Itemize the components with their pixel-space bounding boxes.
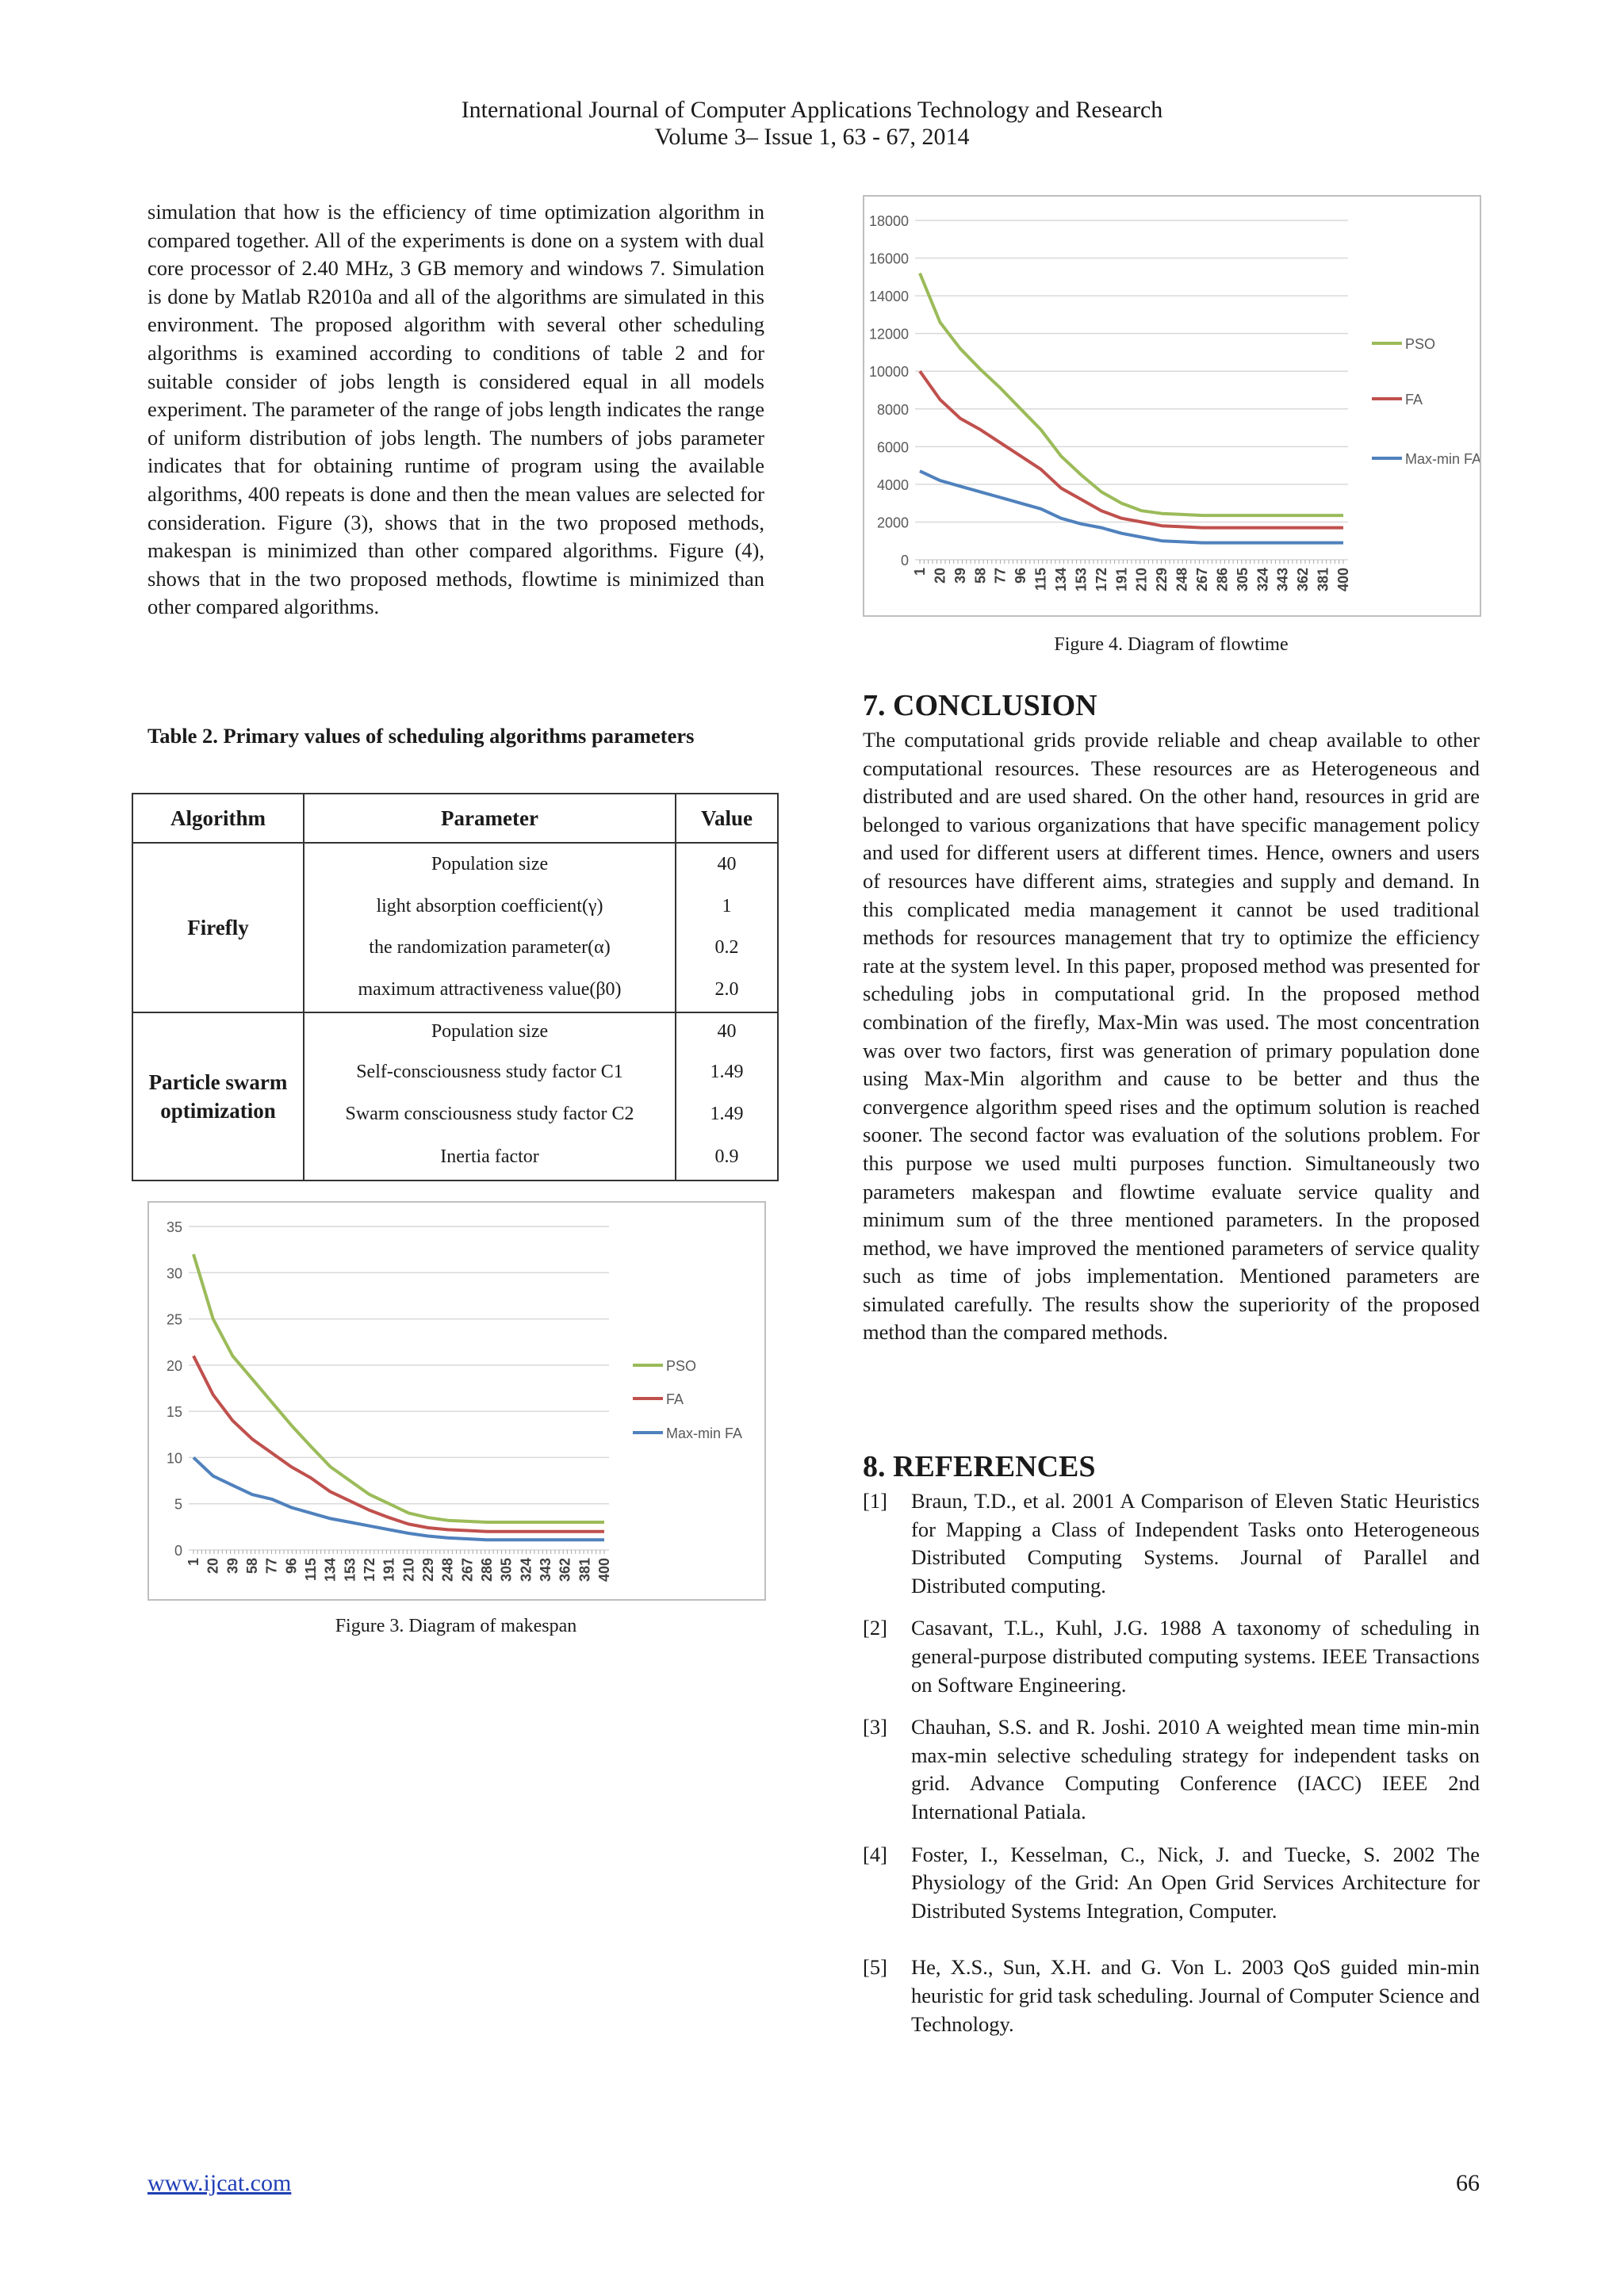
reference-text: Braun, T.D., et al. 2001 A Comparison of Eleven Static Heuristics for Mapping a Class of Independent Tasks onto Heterogeneous Distributed Computing Systems. Journal of Parallel and Distributed computing. bbox=[911, 1489, 1480, 1598]
reference-text: Casavant, T.L., Kuhl, J.G. 1988 A taxonomy of scheduling in general-purpose distributed computing systems. IEEE Transactions on Software Engineering. bbox=[911, 1616, 1480, 1697]
references-heading: 8. REFERENCES bbox=[863, 1450, 1096, 1483]
table2-parameter: Self-consciousness study factor C1 bbox=[304, 1050, 676, 1093]
reference-number: [4] bbox=[863, 1842, 887, 1866]
x-tick-label: 400 bbox=[596, 1558, 612, 1582]
reference-item bbox=[863, 1487, 1480, 1600]
x-tick-label: 1 bbox=[912, 568, 928, 576]
y-tick-label: 18000 bbox=[868, 213, 909, 229]
figure3-caption: Figure 3. Diagram of makespan bbox=[335, 1616, 577, 1636]
legend-label: PSO bbox=[1405, 336, 1436, 352]
x-tick-label: 229 bbox=[1154, 568, 1170, 592]
x-tick-label: 58 bbox=[972, 568, 989, 584]
table-row bbox=[132, 1012, 778, 1050]
x-tick-label: 343 bbox=[538, 1558, 553, 1582]
y-tick-label: 35 bbox=[166, 1219, 182, 1235]
legend-label: FA bbox=[666, 1391, 684, 1407]
figure4-chart bbox=[863, 195, 1481, 617]
references-list bbox=[863, 1487, 1480, 2038]
table2-value: 0.2 bbox=[676, 927, 778, 968]
table2-parameter: Population size bbox=[304, 843, 676, 886]
x-tick-label: 191 bbox=[1113, 568, 1130, 592]
reference-number: [1] bbox=[863, 1489, 887, 1513]
table2-header-value: Value bbox=[676, 794, 778, 843]
x-tick-label: 153 bbox=[1073, 568, 1090, 592]
makespan-chart-svg bbox=[149, 1203, 764, 1599]
x-tick-label: 362 bbox=[557, 1558, 573, 1582]
legend-label: Max-min FA bbox=[1405, 451, 1480, 467]
reference-item bbox=[863, 1841, 1480, 1926]
reference-item bbox=[863, 1954, 1480, 2038]
reference-text: He, X.S., Sun, X.H. and G. Von L. 2003 QoS guided min-min heuristic for grid task scheduling. Journal of Computer Science and Technology. bbox=[911, 1955, 1480, 2036]
conclusion-heading: 7. CONCLUSION bbox=[863, 689, 1097, 722]
x-tick-label: 248 bbox=[439, 1558, 456, 1582]
table2-value: 1.49 bbox=[676, 1093, 778, 1135]
x-tick-label: 96 bbox=[283, 1558, 300, 1575]
x-tick-label: 20 bbox=[932, 568, 948, 584]
y-tick-label: 4000 bbox=[876, 476, 909, 493]
x-tick-label: 381 bbox=[576, 1558, 593, 1582]
series-line-max-min-fa bbox=[193, 1457, 604, 1540]
table2-header-parameter: Parameter bbox=[304, 794, 676, 843]
reference-text: Chauhan, S.S. and R. Joshi. 2010 A weighted mean time min-min max-min selective scheduling strategy for independent tasks on grid. Advance Computing Conference (IACC) IEEE 2nd International Patiala. bbox=[911, 1715, 1480, 1823]
x-tick-label: 267 bbox=[459, 1558, 476, 1582]
figure4-caption: Figure 4. Diagram of flowtime bbox=[1054, 634, 1289, 655]
reference-text: Foster, I., Kesselman, C., Nick, J. and Tuecke, S. 2002 The Physiology of the Grid: An Open Grid Services Architecture for Distributed Systems Integration, Computer. bbox=[911, 1842, 1480, 1923]
flowtime-chart-svg bbox=[864, 197, 1480, 615]
x-tick-label: 134 bbox=[322, 1558, 339, 1582]
x-tick-label: 191 bbox=[381, 1558, 397, 1582]
x-tick-label: 20 bbox=[205, 1558, 221, 1575]
legend-label: Max-min FA bbox=[666, 1425, 743, 1441]
y-tick-label: 8000 bbox=[876, 401, 909, 418]
reference-item bbox=[863, 1713, 1480, 1826]
x-tick-label: 343 bbox=[1274, 568, 1291, 592]
x-tick-label: 77 bbox=[992, 568, 1009, 584]
journal-title: International Journal of Computer Applications Technology and Research bbox=[461, 97, 1163, 123]
y-tick-label: 16000 bbox=[868, 251, 909, 267]
x-tick-label: 286 bbox=[1214, 568, 1231, 592]
series-line-fa bbox=[920, 371, 1343, 527]
x-tick-label: 362 bbox=[1295, 568, 1312, 592]
y-tick-label: 25 bbox=[166, 1311, 182, 1328]
x-tick-label: 39 bbox=[952, 568, 968, 584]
figure3-chart bbox=[147, 1201, 766, 1601]
x-tick-label: 400 bbox=[1335, 568, 1351, 592]
y-tick-label: 15 bbox=[166, 1404, 182, 1421]
reference-item bbox=[863, 1614, 1480, 1699]
x-tick-label: 324 bbox=[1254, 568, 1271, 592]
table2-value: 40 bbox=[676, 843, 778, 886]
table2 bbox=[132, 793, 779, 1181]
y-tick-label: 10 bbox=[166, 1450, 182, 1467]
experiment-paragraph: simulation that how is the efficiency of time optimization algorithm in compared together. All of the experiments is done on a system with dual core processor of 2.40 MHz, 3 GB memory and windows 7. Simulation is done by Matlab R2010a and all of the algorithms are simulated in this environment. The proposed algorithm with several other scheduling algorithms is examined according to conditions of table 2 and for suitable consider of jobs length is considered equal in all models experiment. The parameter of the range of jobs length indicates the range of uniform distribution of jobs length. The numbers of jobs parameter indicates that for obtaining runtime of program using the available algorithms, 400 repeats is done and then the mean values are selected for consideration. Figure (3), shows that in the two proposed methods, makespan is minimized than other compared algorithms. Figure (4), shows that in the two proposed methods, flowtime is minimized than other compared algorithms. bbox=[147, 200, 764, 619]
x-tick-label: 1 bbox=[186, 1558, 201, 1567]
table2-parameter: light absorption coefficient(γ) bbox=[304, 886, 676, 927]
x-tick-label: 58 bbox=[244, 1558, 260, 1575]
x-tick-label: 134 bbox=[1053, 568, 1069, 592]
x-tick-label: 172 bbox=[1093, 568, 1109, 592]
table2-value: 0.9 bbox=[676, 1135, 778, 1181]
x-tick-label: 229 bbox=[420, 1558, 436, 1582]
journal-website-link[interactable]: www.ijcat.com bbox=[147, 2170, 292, 2196]
left-column bbox=[147, 198, 764, 622]
series-line-pso bbox=[920, 274, 1343, 515]
page-number: 66 bbox=[1456, 2170, 1480, 2196]
y-tick-label: 12000 bbox=[868, 326, 909, 342]
table-row bbox=[132, 843, 778, 886]
x-tick-label: 305 bbox=[1234, 568, 1251, 592]
table2-algorithm-pso: Particle swarm optimization bbox=[132, 1012, 304, 1181]
table2-parameter: the randomization parameter(α) bbox=[304, 927, 676, 968]
y-tick-label: 10000 bbox=[868, 364, 909, 381]
table2-parameter: maximum attractiveness value(β0) bbox=[304, 968, 676, 1012]
x-tick-label: 305 bbox=[498, 1558, 515, 1582]
x-tick-label: 172 bbox=[362, 1558, 377, 1582]
y-tick-label: 30 bbox=[166, 1265, 182, 1282]
x-tick-label: 286 bbox=[479, 1558, 495, 1582]
x-tick-label: 96 bbox=[1013, 568, 1029, 584]
table2-parameter: Population size bbox=[304, 1012, 676, 1050]
table2-value: 2.0 bbox=[676, 968, 778, 1012]
table2-value: 1.49 bbox=[676, 1050, 778, 1093]
y-tick-label: 14000 bbox=[868, 289, 909, 305]
y-tick-label: 5 bbox=[174, 1496, 182, 1513]
reference-number: [3] bbox=[863, 1715, 887, 1739]
journal-volume: Volume 3– Issue 1, 63 - 67, 2014 bbox=[654, 124, 970, 150]
x-tick-label: 324 bbox=[518, 1558, 534, 1582]
x-tick-label: 115 bbox=[303, 1558, 319, 1582]
x-tick-label: 248 bbox=[1174, 568, 1190, 592]
y-tick-label: 0 bbox=[900, 553, 909, 568]
running-header bbox=[0, 97, 1624, 151]
x-tick-label: 77 bbox=[263, 1558, 280, 1575]
table2-header-algorithm: Algorithm bbox=[132, 794, 304, 843]
table2-value: 40 bbox=[676, 1012, 778, 1050]
table2-parameter: Swarm consciousness study factor C2 bbox=[304, 1093, 676, 1135]
x-tick-label: 39 bbox=[224, 1558, 241, 1575]
conclusion-paragraph: The computational grids provide reliable and cheap available to other computational resources. These resources are as Heterogeneous and distributed and are used shared. On the other hand, resources in grid are belonged to various organizations that have specific management policy and used for different users at different times. Hence, owners and users of resources have different aims, strategies and supply and demand. In this complicated media management it cannot be used traditional methods for resources management that try to optimize the efficiency rate at the system level. In this paper, proposed method was presented for scheduling jobs in computational grid. In the proposed method combination of the firefly, Max-Min was used. The most concentration was over two factors, first was generation of primary population done using Max-Min algorithm and cause to be better and thus the convergence algorithm speed rises and the optimum solution is reached sooner. The second factor was evaluation of the solutions problem. For this purpose we used multi purposes function. Simultaneously two parameters makespan and flowtime evaluate service quality and minimum sum of the three mentioned parameters. In the proposed method, we have improved the mentioned parameters of service quality such as time of jobs implementation. Mentioned parameters are simulated carefully. The results show the superiority of the proposed method than the compared methods. bbox=[863, 728, 1480, 1345]
table2-caption: Table 2. Primary values of scheduling algorithms parameters bbox=[147, 724, 695, 748]
x-tick-label: 267 bbox=[1194, 568, 1210, 592]
x-tick-label: 153 bbox=[342, 1558, 358, 1582]
reference-number: [2] bbox=[863, 1616, 887, 1640]
legend-label: PSO bbox=[666, 1358, 697, 1374]
table2-value: 1 bbox=[676, 886, 778, 927]
x-tick-label: 381 bbox=[1315, 568, 1331, 592]
table2-algorithm-firefly: Firefly bbox=[132, 843, 304, 1012]
table2-parameter: Inertia factor bbox=[304, 1135, 676, 1181]
reference-number: [5] bbox=[863, 1955, 887, 1980]
y-tick-label: 6000 bbox=[876, 439, 909, 456]
x-tick-label: 210 bbox=[1133, 568, 1150, 592]
x-tick-label: 210 bbox=[400, 1558, 417, 1582]
y-tick-label: 20 bbox=[166, 1357, 182, 1374]
legend-label: FA bbox=[1405, 392, 1423, 408]
y-tick-label: 2000 bbox=[876, 515, 909, 531]
series-line-pso bbox=[193, 1254, 604, 1522]
y-tick-label: 0 bbox=[174, 1543, 182, 1559]
x-tick-label: 115 bbox=[1032, 568, 1049, 591]
